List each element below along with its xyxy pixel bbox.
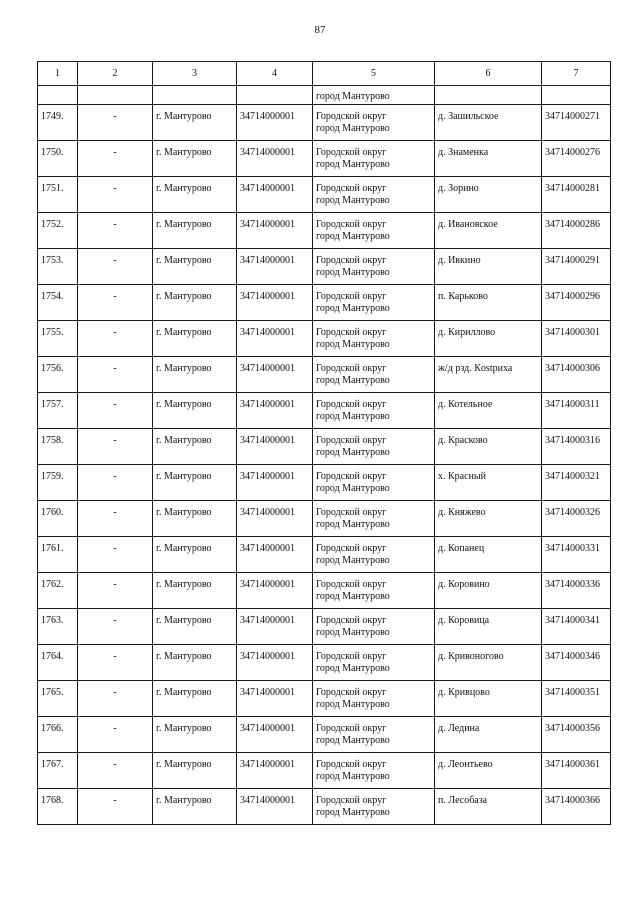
oktmo-cell: 34714000316	[542, 429, 611, 465]
settlement-cell: д. Княжево	[435, 501, 542, 537]
okrug-line-1: Городской округ	[316, 687, 387, 698]
dash-cell: -	[78, 573, 153, 609]
dash-cell: -	[78, 429, 153, 465]
oktmo-cell: 34714000281	[542, 177, 611, 213]
okrug-line-1: Городской округ	[316, 327, 387, 338]
column-header: 5	[313, 62, 435, 86]
oktmo-cell: 34714000331	[542, 537, 611, 573]
oktmo-cell: 34714000336	[542, 573, 611, 609]
code-cell: 34714000001	[237, 681, 313, 717]
column-header: 7	[542, 62, 611, 86]
code-cell: 34714000001	[237, 249, 313, 285]
city-cell: г. Мантурово	[153, 141, 237, 177]
table-cell	[435, 86, 542, 105]
oktmo-cell: 34714000271	[542, 105, 611, 141]
oktmo-cell: 34714000291	[542, 249, 611, 285]
okrug-line-2: город Мантурово	[316, 519, 390, 530]
settlement-cell: д. Ивкино	[435, 249, 542, 285]
table-row	[38, 357, 611, 393]
okrug-cell	[313, 501, 435, 537]
okrug-line-2: город Мантурово	[316, 267, 390, 278]
city-cell: г. Мантурово	[153, 357, 237, 393]
okrug-line-1: Городской округ	[316, 471, 387, 482]
table-row	[38, 789, 611, 825]
code-cell: 34714000001	[237, 789, 313, 825]
city-cell: г. Мантурово	[153, 681, 237, 717]
settlement-cell: д. Зорино	[435, 177, 542, 213]
table-row	[38, 573, 611, 609]
oktmo-cell: 34714000296	[542, 285, 611, 321]
oktmo-cell: 34714000346	[542, 645, 611, 681]
row-number-cell: 1752.	[38, 213, 78, 249]
row-number-cell: 1749.	[38, 105, 78, 141]
okrug-line-2: город Мантурово	[316, 591, 390, 602]
column-header: 4	[237, 62, 313, 86]
okrug-line-1: Городской округ	[316, 291, 387, 302]
okrug-cell	[313, 321, 435, 357]
okrug-line-2: город Мантурово	[316, 375, 390, 386]
settlement-cell: д. Зашильское	[435, 105, 542, 141]
settlement-cell: х. Красный	[435, 465, 542, 501]
settlement-cell: д. Знаменка	[435, 141, 542, 177]
okrug-line-1: Городской округ	[316, 183, 387, 194]
okrug-line-2: город Мантурово	[316, 411, 390, 422]
row-number-cell: 1758.	[38, 429, 78, 465]
settlement-cell: д. Копанец	[435, 537, 542, 573]
table-row	[38, 717, 611, 753]
city-cell: г. Мантурово	[153, 213, 237, 249]
okrug-cell	[313, 393, 435, 429]
okrug-line-1: Городской округ	[316, 579, 387, 590]
city-cell: г. Мантурово	[153, 465, 237, 501]
oktmo-cell: 34714000366	[542, 789, 611, 825]
settlement-cell: д. Котельное	[435, 393, 542, 429]
dash-cell: -	[78, 717, 153, 753]
row-number-cell: 1762.	[38, 573, 78, 609]
okrug-cell	[313, 609, 435, 645]
okrug-line-2: город Мантурово	[316, 447, 390, 458]
table-row	[38, 393, 611, 429]
registry-table	[37, 61, 611, 825]
dash-cell: -	[78, 393, 153, 429]
row-number-cell: 1763.	[38, 609, 78, 645]
table-row	[38, 177, 611, 213]
city-cell: г. Мантурово	[153, 537, 237, 573]
dash-cell: -	[78, 789, 153, 825]
okrug-line-2: город Мантурово	[316, 699, 390, 710]
okrug-cell	[313, 177, 435, 213]
table-row	[38, 645, 611, 681]
oktmo-cell: 34714000286	[542, 213, 611, 249]
okrug-cell: город Мантурово	[313, 86, 435, 105]
oktmo-cell: 34714000341	[542, 609, 611, 645]
table-cell	[153, 86, 237, 105]
code-cell: 34714000001	[237, 141, 313, 177]
okrug-cell	[313, 573, 435, 609]
okrug-line-1: Городской округ	[316, 615, 387, 626]
city-cell: г. Мантурово	[153, 393, 237, 429]
table-row	[38, 429, 611, 465]
settlement-cell: п. Карьково	[435, 285, 542, 321]
okrug-line-2: город Мантурово	[316, 339, 390, 350]
city-cell: г. Мантурово	[153, 105, 237, 141]
code-cell: 34714000001	[237, 357, 313, 393]
table-cell	[78, 86, 153, 105]
okrug-line-1: Городской округ	[316, 219, 387, 230]
settlement-cell: д. Кириллово	[435, 321, 542, 357]
row-number-cell: 1761.	[38, 537, 78, 573]
code-cell: 34714000001	[237, 645, 313, 681]
table-row	[38, 105, 611, 141]
table-cell	[237, 86, 313, 105]
okrug-line-1: Городской округ	[316, 795, 387, 806]
okrug-line-2: город Мантурово	[316, 159, 390, 170]
code-cell: 34714000001	[237, 285, 313, 321]
code-cell: 34714000001	[237, 321, 313, 357]
row-number-cell: 1768.	[38, 789, 78, 825]
city-cell: г. Мантурово	[153, 429, 237, 465]
table-row	[38, 681, 611, 717]
column-header: 1	[38, 62, 78, 86]
code-cell: 34714000001	[237, 393, 313, 429]
city-cell: г. Мантурово	[153, 321, 237, 357]
code-cell: 34714000001	[237, 501, 313, 537]
okrug-cell	[313, 645, 435, 681]
dash-cell: -	[78, 141, 153, 177]
row-number-cell: 1750.	[38, 141, 78, 177]
dash-cell: -	[78, 105, 153, 141]
city-cell: г. Мантурово	[153, 573, 237, 609]
table-row	[38, 285, 611, 321]
dash-cell: -	[78, 285, 153, 321]
okrug-cell	[313, 105, 435, 141]
okrug-line-1: Городской округ	[316, 255, 387, 266]
column-header: 2	[78, 62, 153, 86]
code-cell: 34714000001	[237, 465, 313, 501]
table-row	[38, 465, 611, 501]
page-number: 87	[314, 24, 326, 36]
city-cell: г. Мантурово	[153, 717, 237, 753]
okrug-line-2: город Мантурово	[316, 807, 390, 818]
okrug-line-1: Городской округ	[316, 399, 387, 410]
code-cell: 34714000001	[237, 537, 313, 573]
code-cell: 34714000001	[237, 609, 313, 645]
dash-cell: -	[78, 681, 153, 717]
row-number-cell: 1757.	[38, 393, 78, 429]
code-cell: 34714000001	[237, 717, 313, 753]
settlement-cell: д. Ледина	[435, 717, 542, 753]
okrug-line-2: город Мантурово	[316, 231, 390, 242]
okrug-cell	[313, 285, 435, 321]
code-cell: 34714000001	[237, 429, 313, 465]
settlement-cell: д. Кривоногово	[435, 645, 542, 681]
city-cell: г. Мантурово	[153, 285, 237, 321]
okrug-line-1: Городской округ	[316, 651, 387, 662]
okrug-cell	[313, 537, 435, 573]
row-number-cell: 1760.	[38, 501, 78, 537]
row-number-cell: 1767.	[38, 753, 78, 789]
city-cell: г. Мантурово	[153, 753, 237, 789]
okrug-line-2: город Мантурово	[316, 483, 390, 494]
table-row	[38, 321, 611, 357]
row-number-cell: 1755.	[38, 321, 78, 357]
row-number-cell: 1766.	[38, 717, 78, 753]
header-row	[38, 62, 611, 86]
code-cell: 34714000001	[237, 177, 313, 213]
oktmo-cell: 34714000351	[542, 681, 611, 717]
okrug-line-2: город Мантурово	[316, 303, 390, 314]
column-header: 3	[153, 62, 237, 86]
okrug-cell	[313, 213, 435, 249]
oktmo-cell: 34714000356	[542, 717, 611, 753]
code-cell: 34714000001	[237, 753, 313, 789]
okrug-line-1: Городской округ	[316, 363, 387, 374]
dash-cell: -	[78, 465, 153, 501]
okrug-cell	[313, 141, 435, 177]
settlement-cell: д. Коровино	[435, 573, 542, 609]
column-header: 6	[435, 62, 542, 86]
okrug-cell	[313, 465, 435, 501]
dash-cell: -	[78, 609, 153, 645]
okrug-line-2: город Мантурово	[316, 627, 390, 638]
row-number-cell: 1753.	[38, 249, 78, 285]
oktmo-cell: 34714000321	[542, 465, 611, 501]
oktmo-cell: 34714000361	[542, 753, 611, 789]
city-cell: г. Мантурово	[153, 177, 237, 213]
dash-cell: -	[78, 501, 153, 537]
okrug-line-1: Городской округ	[316, 543, 387, 554]
settlement-cell: п. Лесобаза	[435, 789, 542, 825]
code-cell: 34714000001	[237, 573, 313, 609]
dash-cell: -	[78, 753, 153, 789]
code-cell: 34714000001	[237, 105, 313, 141]
okrug-line-2: город Мантурово	[316, 195, 390, 206]
okrug-cell	[313, 753, 435, 789]
settlement-cell: д. Кривцово	[435, 681, 542, 717]
city-cell: г. Мантурово	[153, 645, 237, 681]
settlement-cell: д. Леонтьево	[435, 753, 542, 789]
settlement-cell: д. Красково	[435, 429, 542, 465]
row-number-cell: 1765.	[38, 681, 78, 717]
city-cell: г. Мантурово	[153, 501, 237, 537]
code-cell: 34714000001	[237, 213, 313, 249]
dash-cell: -	[78, 213, 153, 249]
row-number-cell: 1751.	[38, 177, 78, 213]
dash-cell: -	[78, 249, 153, 285]
table-row	[38, 753, 611, 789]
okrug-line-1: Городской округ	[316, 759, 387, 770]
okrug-line-2: город Мантурово	[316, 735, 390, 746]
oktmo-cell: 34714000326	[542, 501, 611, 537]
row-number-cell: 1759.	[38, 465, 78, 501]
oktmo-cell: 34714000276	[542, 141, 611, 177]
row-number-cell: 1764.	[38, 645, 78, 681]
okrug-line-1: Городской округ	[316, 111, 387, 122]
city-cell: г. Мантурово	[153, 249, 237, 285]
okrug-line-1: Городской округ	[316, 435, 387, 446]
dash-cell: -	[78, 537, 153, 573]
dash-cell: -	[78, 177, 153, 213]
city-cell: г. Мантурово	[153, 789, 237, 825]
table-row	[38, 141, 611, 177]
oktmo-cell: 34714000301	[542, 321, 611, 357]
dash-cell: -	[78, 357, 153, 393]
okrug-cell	[313, 249, 435, 285]
okrug-line-2: город Мантурово	[316, 663, 390, 674]
oktmo-cell: 34714000311	[542, 393, 611, 429]
oktmo-cell: 34714000306	[542, 357, 611, 393]
okrug-cell	[313, 681, 435, 717]
table-cell	[38, 86, 78, 105]
settlement-cell: д. Ивановское	[435, 213, 542, 249]
settlement-cell: д. Коровица	[435, 609, 542, 645]
okrug-line-2: город Мантурово	[316, 771, 390, 782]
city-cell: г. Мантурово	[153, 609, 237, 645]
okrug-cell	[313, 717, 435, 753]
table-row	[38, 501, 611, 537]
okrug-cell	[313, 429, 435, 465]
okrug-line-1: Городской округ	[316, 147, 387, 158]
okrug-line-1: Городской округ	[316, 723, 387, 734]
table-row	[38, 249, 611, 285]
table-cell	[542, 86, 611, 105]
table-row	[38, 537, 611, 573]
okrug-line-2: город Мантурово	[316, 555, 390, 566]
okrug-line-2: город Мантурово	[316, 123, 390, 134]
row-number-cell: 1754.	[38, 285, 78, 321]
row-number-cell: 1756.	[38, 357, 78, 393]
okrug-line-1: Городской округ	[316, 507, 387, 518]
okrug-cell	[313, 789, 435, 825]
settlement-cell: ж/д рзд. Кostриха	[435, 357, 542, 393]
table-row	[38, 609, 611, 645]
table-row	[38, 213, 611, 249]
dash-cell: -	[78, 321, 153, 357]
okrug-cell	[313, 357, 435, 393]
continuation-row	[38, 86, 611, 105]
dash-cell: -	[78, 645, 153, 681]
